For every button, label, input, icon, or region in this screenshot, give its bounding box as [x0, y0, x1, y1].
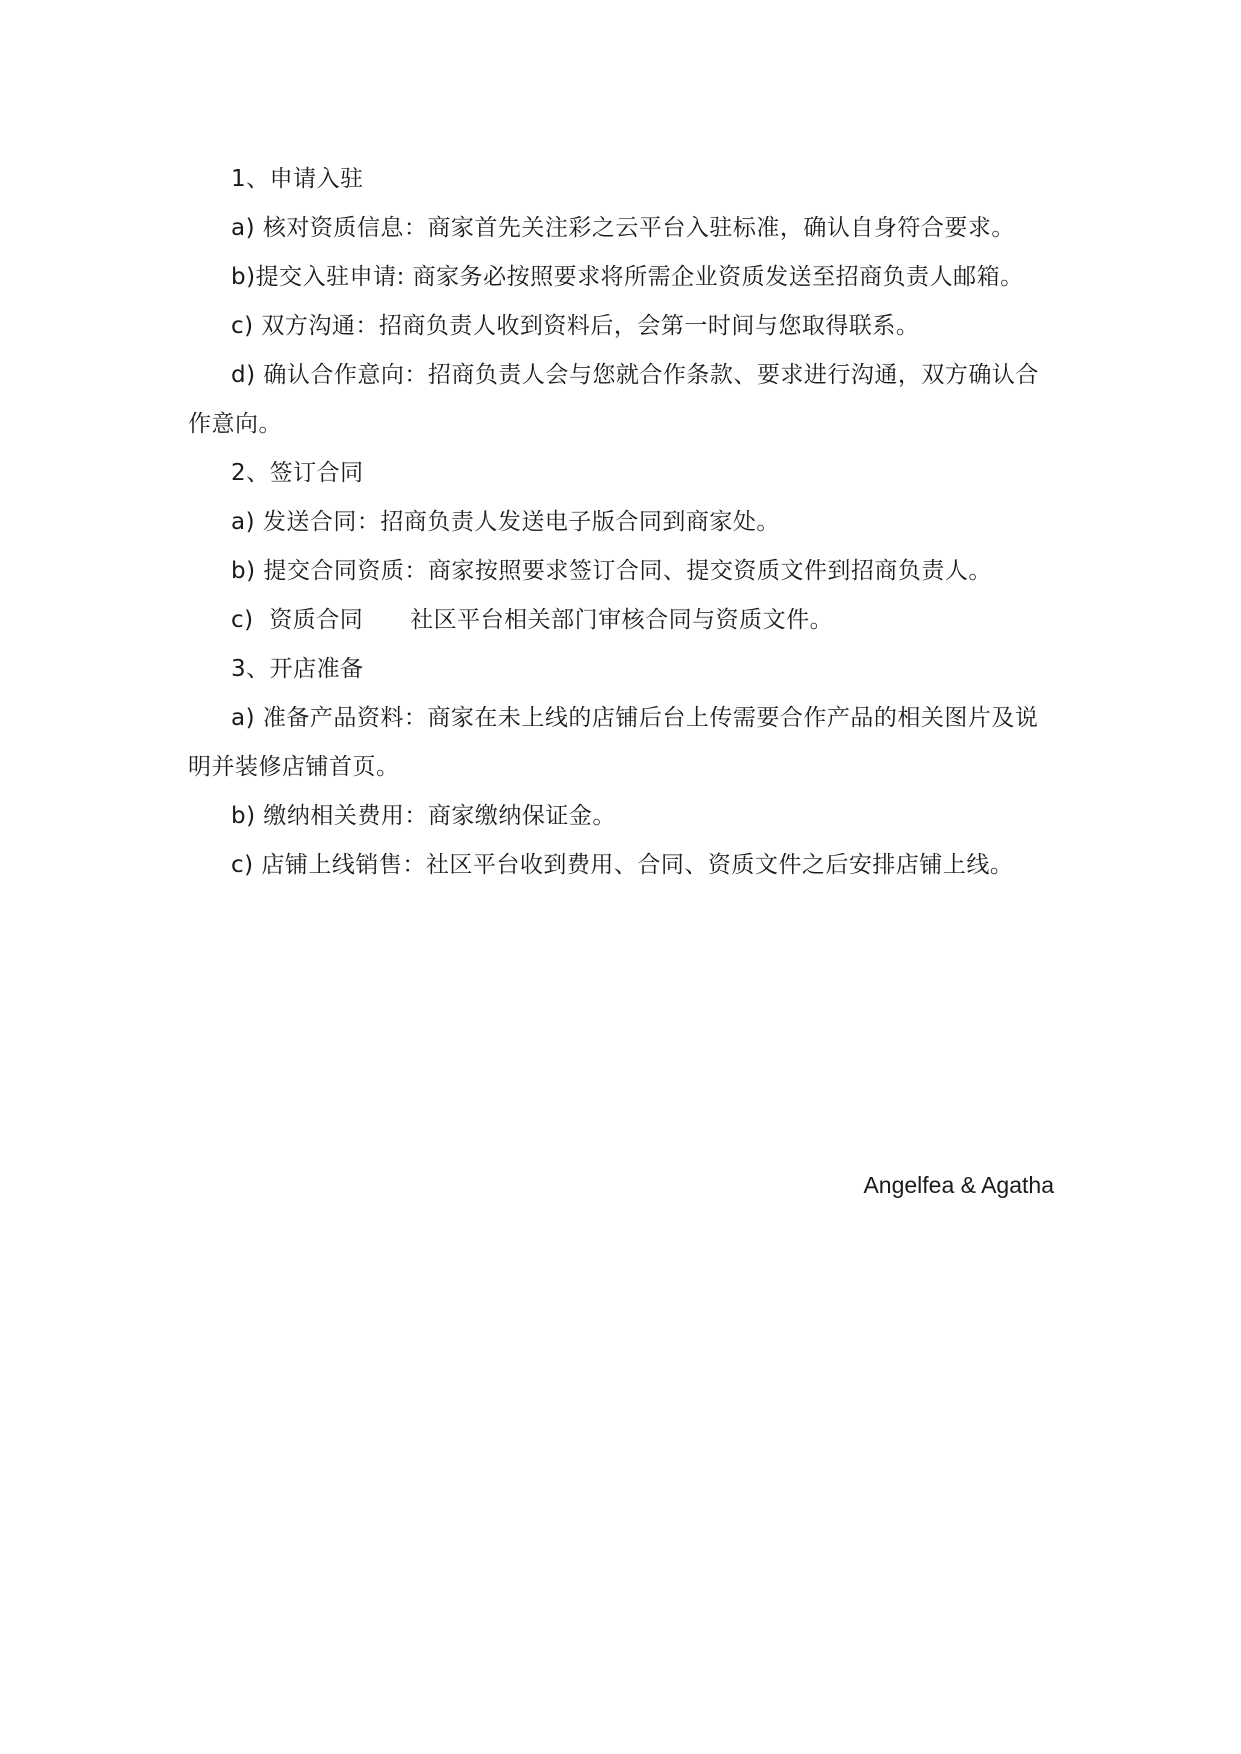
paragraph-prepare-products: a) 准备产品资料：商家在未上线的店铺后台上传需要合作产品的相关图片及说明并装修店铺首页。 — [188, 705, 1039, 780]
section-heading-contract: 2、签订合同 — [231, 460, 364, 486]
section-heading-apply: 1、申请入驻 — [231, 166, 364, 192]
paragraph-verify-qualification: a) 核对资质信息：商家首先关注彩之云平台入驻标准，确认自身符合要求。 — [231, 215, 1015, 241]
paragraph-communication: c) 双方沟通：招商负责人收到资料后，会第一时间与您取得联系。 — [231, 313, 920, 339]
document-body — [188, 155, 1054, 890]
paragraph-confirm-intent: d) 确认合作意向：招商负责人会与您就合作条款、要求进行沟通，双方确认合作意向。 — [188, 362, 1039, 437]
paragraph-review-contract: c) 资质合同 社区平台相关部门审核合同与资质文件。 — [231, 607, 834, 633]
paragraph-submit-application: b)提交入驻申请: 商家务必按照要求将所需企业资质发送至招商负责人邮箱。 — [231, 264, 1024, 290]
paragraph-send-contract: a) 发送合同：招商负责人发送电子版合同到商家处。 — [231, 509, 780, 535]
paragraph-submit-contract: b) 提交合同资质：商家按照要求签订合同、提交资质文件到招商负责人。 — [231, 558, 992, 584]
section-heading-store-prep: 3、开店准备 — [231, 656, 364, 682]
paragraph-pay-fees: b) 缴纳相关费用：商家缴纳保证金。 — [231, 803, 616, 829]
signature: Angelfea & Agatha — [863, 1172, 1054, 1198]
paragraph-store-launch: c) 店铺上线销售：社区平台收到费用、合同、资质文件之后安排店铺上线。 — [231, 852, 1014, 878]
